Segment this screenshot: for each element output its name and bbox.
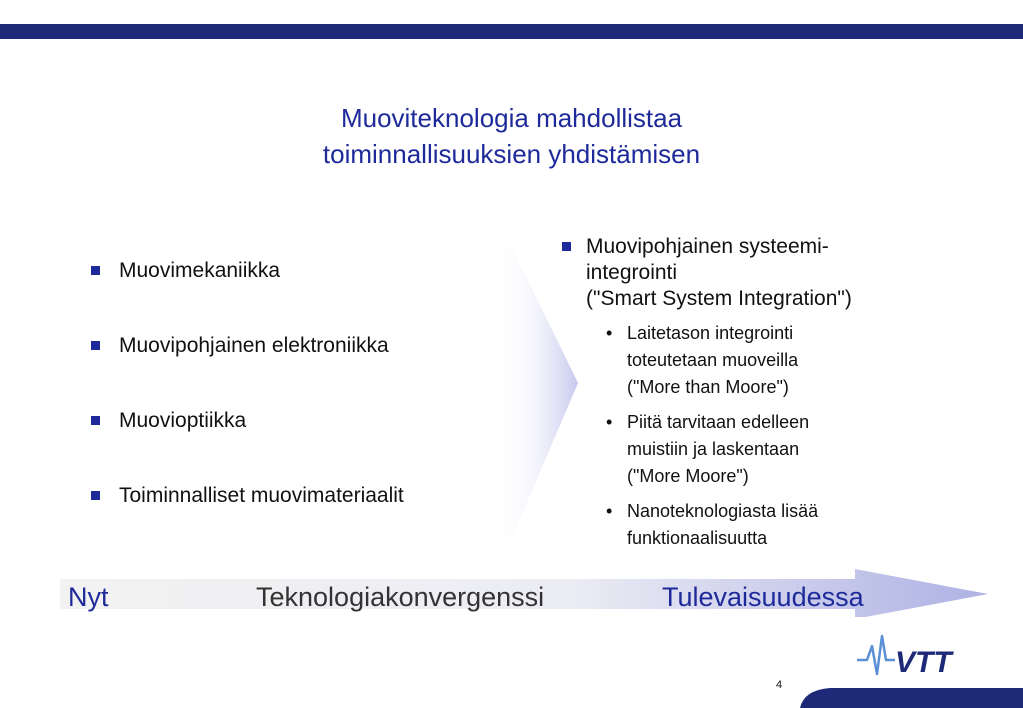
logo-text: VTT: [895, 646, 952, 679]
list-item: [90, 481, 404, 556]
right-topic-block: [561, 234, 941, 560]
bottom-brand-shape: [800, 688, 1023, 708]
sub-list-item: [606, 498, 941, 552]
right-heading-line-3: ("Smart System Integration"): [586, 287, 852, 310]
dot-bullet-icon: •: [606, 323, 613, 343]
right-sub-list: [561, 320, 941, 552]
sub-item-line: ("More Moore"): [627, 466, 749, 486]
slide-title-line-2: toiminnallisuuksien yhdistämisen: [322, 139, 701, 169]
page-number: 4: [776, 679, 783, 691]
square-bullet-icon: [91, 416, 100, 425]
dot-bullet-icon: •: [606, 501, 613, 521]
sub-item-line: ("More than Moore"): [627, 377, 789, 397]
sub-item-line: Nanoteknologiasta lisää: [627, 501, 819, 521]
slide-title-line-1: Muoviteknologia mahdollistaa: [340, 103, 683, 133]
list-item: [90, 256, 404, 331]
sub-list-item: [606, 320, 941, 401]
list-item-label: Muovioptiikka: [119, 409, 247, 432]
timeline-now-label: Nyt: [68, 582, 109, 612]
left-topic-list: [90, 256, 404, 556]
right-heading-line-1: Muovipohjainen systeemi-: [586, 235, 829, 258]
slide-title: [0, 100, 1023, 172]
list-item-label: Muovimekaniikka: [119, 259, 281, 282]
list-item: [90, 406, 404, 481]
sub-item-line: muistiin ja laskentaan: [627, 439, 800, 459]
sub-list-item: [606, 409, 941, 490]
square-bullet-icon: [562, 242, 571, 251]
sub-item-line: Laitetason integrointi: [627, 323, 794, 343]
list-item-label: Muovipohjainen elektroniikka: [119, 334, 389, 357]
dot-bullet-icon: •: [606, 412, 613, 432]
list-item: [90, 331, 404, 406]
sub-item-line: funktionaalisuutta: [627, 528, 768, 548]
vtt-logo-icon: [855, 634, 980, 680]
square-bullet-icon: [91, 491, 100, 500]
square-bullet-icon: [91, 266, 100, 275]
square-bullet-icon: [91, 341, 100, 350]
list-item-label: Toiminnalliset muovimateriaalit: [119, 484, 404, 507]
sub-item-line: Piitä tarvitaan edelleen: [627, 412, 810, 432]
right-heading-line-2: integrointi: [586, 261, 678, 284]
timeline-middle-label: Teknologiakonvergenssi: [256, 582, 545, 612]
right-heading: [561, 234, 941, 312]
sub-item-line: toteutetaan muoveilla: [627, 350, 799, 370]
top-brand-bar: [0, 24, 1023, 39]
timeline-future-label: Tulevaisuudessa: [662, 582, 864, 612]
